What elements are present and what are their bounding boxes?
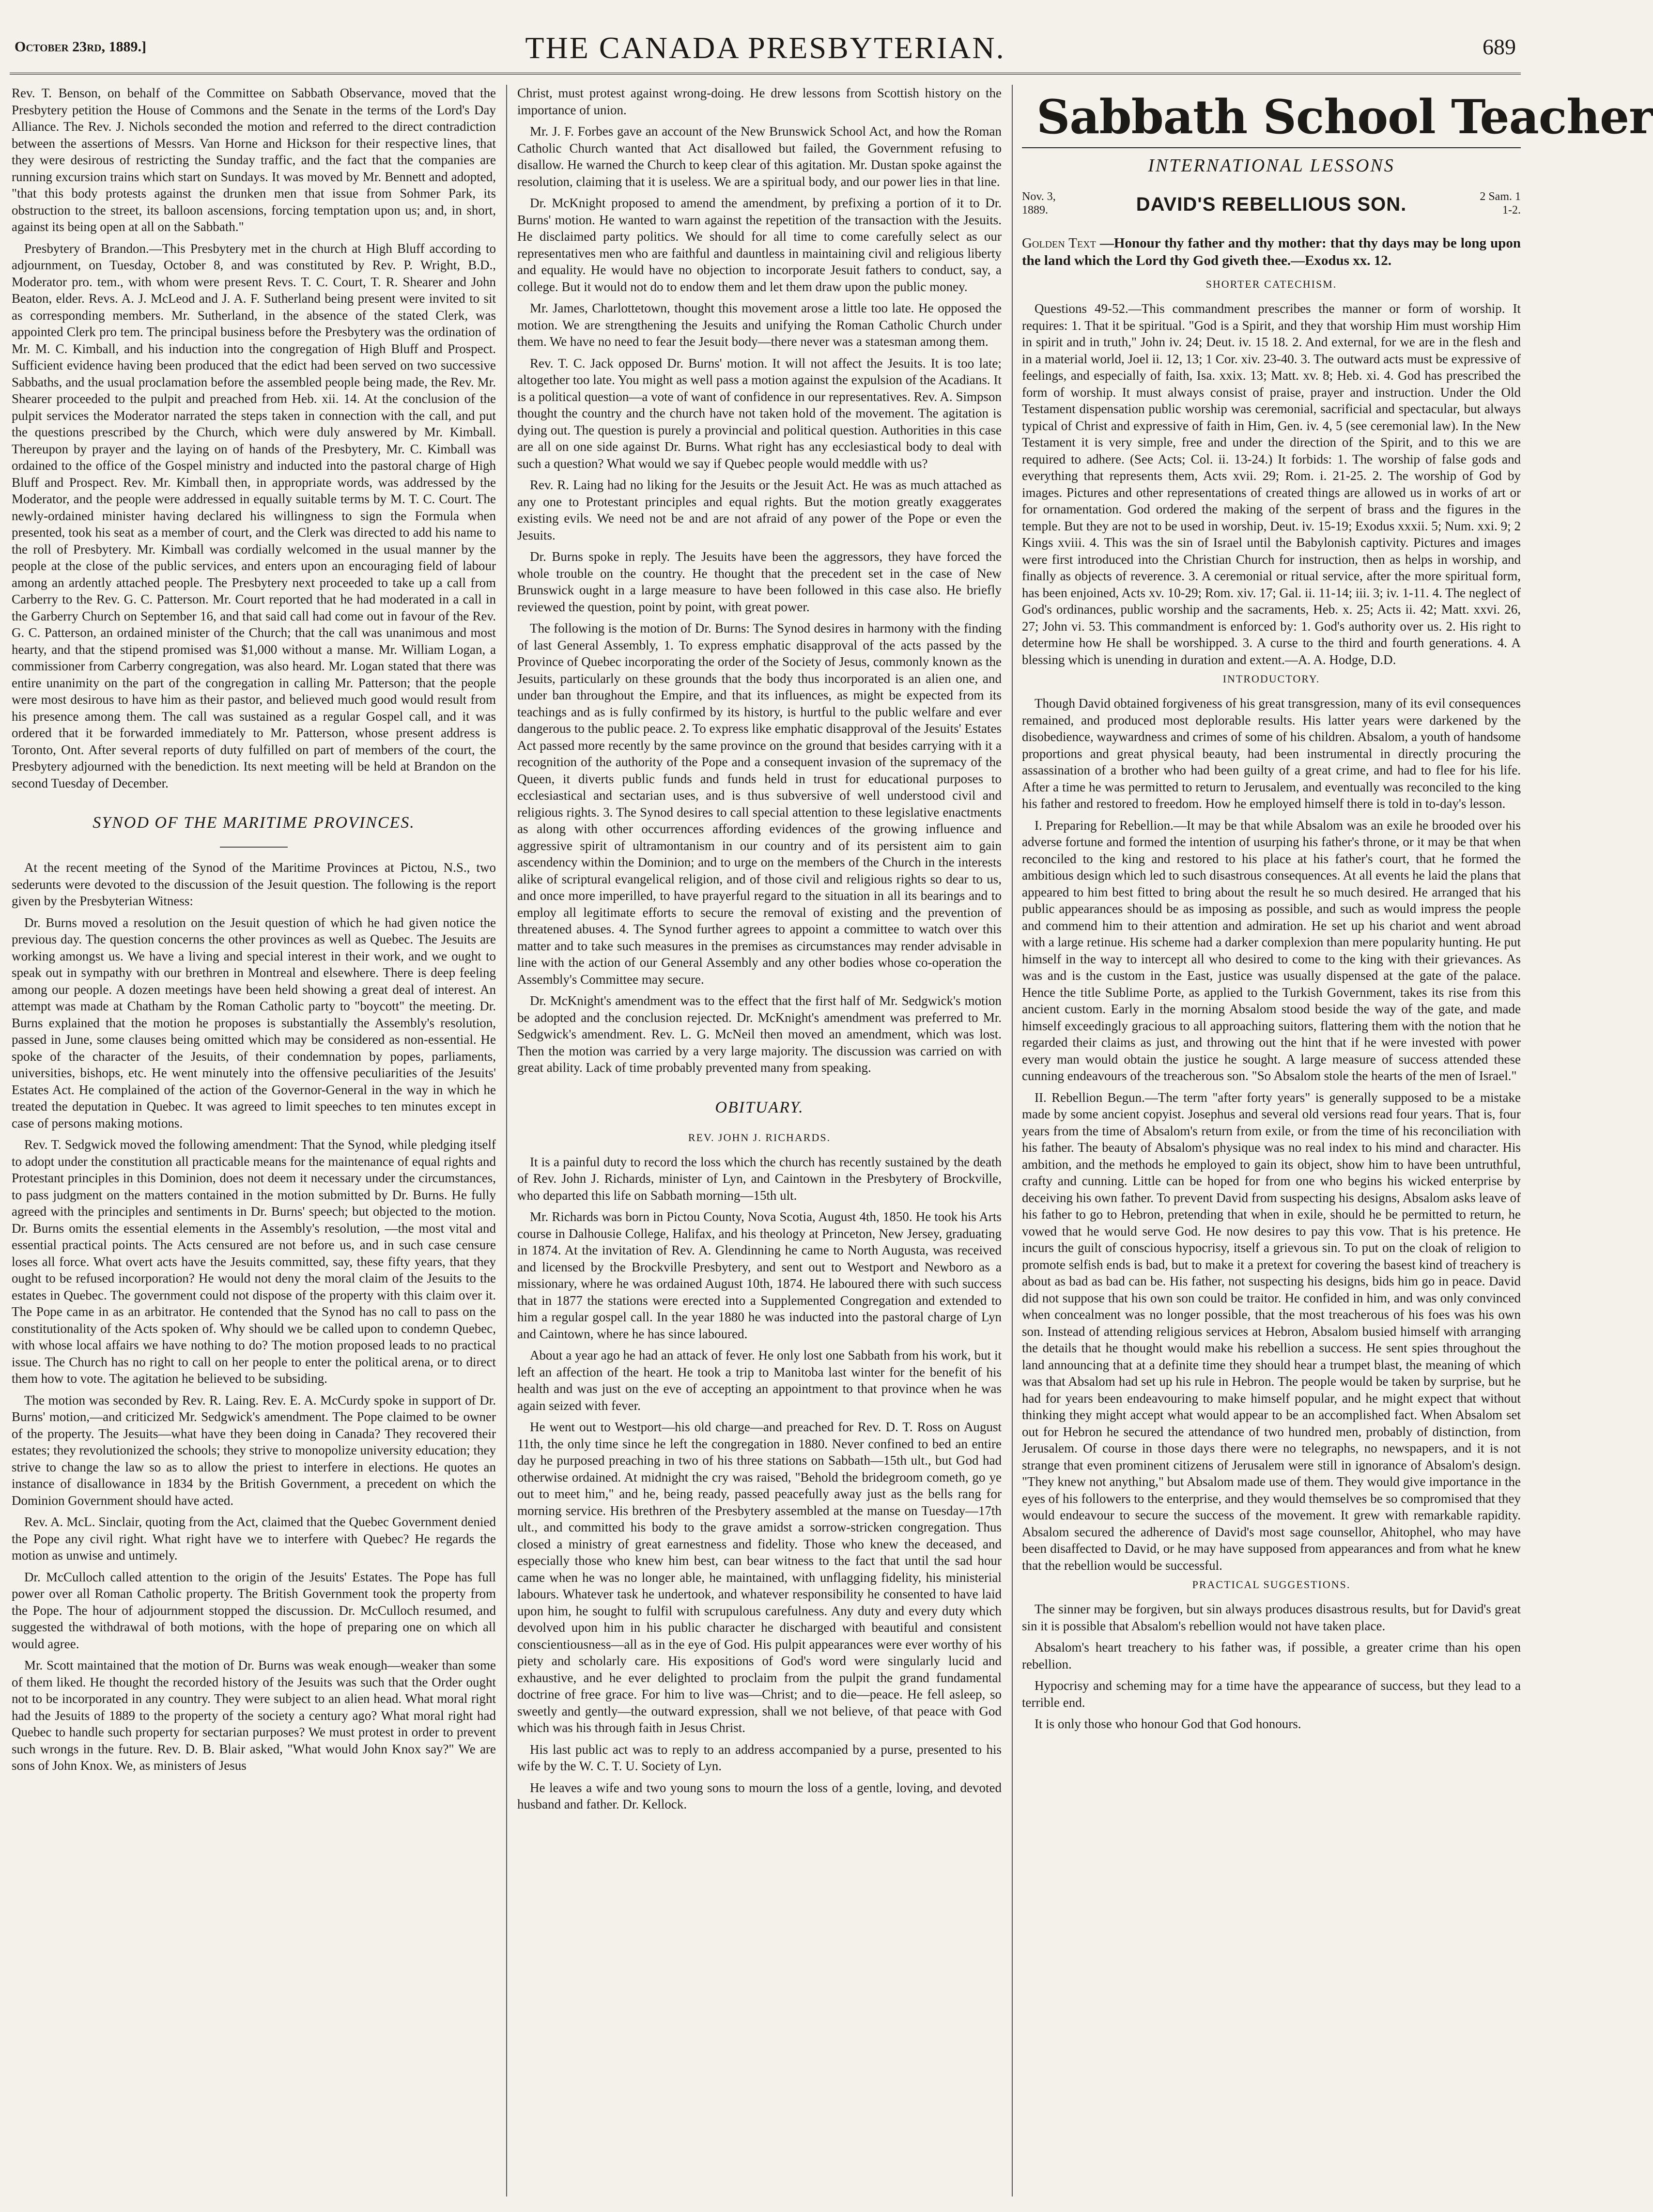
article-paragraph: Mr. James, Charlottetown, thought this movement arose a little too late. He opposed the motion. We are strengthening the Jesuits and unifying the Roman Catholic Church under them. We have no need to fear the Jesuit body—there never was a statesman among them. [517,301,1002,349]
newspaper-title: THE CANADA PRESBYTERIAN. [525,31,1005,65]
lesson-title: DAVID'S REBELLIOUS SON. [1136,194,1407,215]
golden-text-body: —Honour thy father and thy mother: that thy days may be long upon the land which the Lord thy God giveth thee.—Exodus xx. 12. [1022,235,1521,268]
article-paragraph: I. Preparing for Rebellion.—It may be that while Absalom was an exile he brooded over his adverse fortune and formed the intention of usurping his father's throne, or it may be that when reconciled to the king and restored to his place at his father's court, that he formed the ambitious design which led to such disastrous consequences. At all events he laid the plans that appeared to him best fitted to bring about the result he so much desired. He arranged that his public appearances should be as imposing as possible, and such as would impress the people and commend him to their attention and admiration. He set up his chariot and went abroad with a large retinue. His scheme had a darker complexion than mere popularity hunting. He put himself in the way to intercept all who desired to come to the king with their grievances. As was and is the custom in the East, justice was usually dispensed at the gate of the palace. Hence the title Sublime Porte, as applied to the Turkish Government, takes its rise from this ancient custom. Early in the morning Absalom stood beside the way of the gate, and made himself exceedingly gracious to all approaching suitors, flattering them with the notion that he regarded their claims as just, and throwing out the hint that if he were invested with power every man would obtain the justice he sought. A large measure of success attended these cunning endeavours of the treacherous son. "So Absalom stole the hearts of the men of Israel." [1022,818,1521,1083]
article-paragraph: Dr. Burns spoke in reply. The Jesuits have been the aggressors, they have forced the whole trouble on the country. He thought that the precedent set in the case of New Brunswick ought in a large measure to have been followed in this case also. He briefly reviewed the question, point by point, with great power. [517,549,1002,614]
section-heading: INTRODUCTORY. [1222,673,1320,685]
divider [1022,147,1521,148]
article-paragraph: Mr. Scott maintained that the motion of Dr. Burns was weak enough—weaker than some of them liked. He thought the recorded history of the Jesuits was such that the Order ought not to be incorporated in any country. They were subject to an alien head. What moral right had the Jesuits of 1889 to the property of the society a century ago? What moral right had Quebec to handle such property for sectarian purposes? We must protest in order to prevent such wrongs in the future. Rev. D. B. Blair asked, "What would John Knox say?" We are sons of John Knox. We, as ministers of Jesus [12,1658,496,1773]
article-paragraph: Mr. J. F. Forbes gave an account of the New Brunswick School Act, and how the Roman Catholic Church wanted that Act disallowed but failed, the Government refusing to disallow. He warned the Church to keep clear of this agitation. Mr. Dustan spoke against the resolution, claiming that it is useless. We are a spiritual body, and our power lies in that line. [517,124,1002,189]
article-paragraph: Absalom's heart treachery to his father was, if possible, a greater crime than his open rebellion. [1022,1640,1521,1671]
article-paragraph: Dr. Burns moved a resolution on the Jesuit question of which he had given notice the previous day. The question concerns the other provinces as well as Quebec. The Jesuits are working amongst us. We have a living and special interest in their work, and we ought to speak out in sympathy with our brethren in Montreal and elsewhere. There is deep feeling among our people. A dozen meetings have been held showing a great deal of interest. An attempt was made at Chatham by the Roman Catholic party to "boycott" the meeting. Dr. Burns explained that the motion he proposes is substantially the Assembly's resolution, passed in June, some clauses being omitted which may be considered as non-essential. He spoke of the character of the Jesuits, of their condemnation by popes, parliaments, universities, bishops, etc. He went minutely into the offensive peculiarities of the Jesuits' Estates Act. He complained of the action of the Governor-General in the way in which he treated the deputation in Quebec. It was agreed to limit speeches to ten minutes except in case of persons making motions. [12,915,496,1130]
section-heading: SHORTER CATECHISM. [1205,278,1337,290]
article-paragraph: He leaves a wife and two young sons to mourn the loss of a gentle, loving, and devoted husband and father. Dr. Kellock. [517,1780,1002,1811]
article-paragraph: It is a painful duty to record the loss which the church has recently sustained by the death of Rev. John J. Richards, minister of Lyn, and Caintown in the Presbytery of Brockville, who departed this life on Sabbath morning—15th ult. [517,1154,1002,1203]
article-paragraph: Though David obtained forgiveness of his great transgression, many of its evil consequences remained, and produced most deplorable results. His latter years were darkened by the disobedience, waywardness and crimes of some of his children. Absalom, a youth of handsome proportions and great physical beauty, had been instrumental in directly procuring the assassination of a brother who had been guilty of a great crime, and had to flee for his life. After a time he was permitted to return to Jerusalem, and eventually was reconciled to the king his father and restored to freedom. How he employed himself there is told in to-day's lesson. [1022,696,1521,811]
article-paragraph: The motion was seconded by Rev. R. Laing. Rev. E. A. McCurdy spoke in support of Dr. Burns' motion,—and criticized Mr. Sedgwick's amendment. The Pope claimed to be owner of the property. The Jesuits—what have they been doing in Canada? They recovered their estates; they revolutionized the schools; they strive to monopolize university education; they strive to change the law so as to allow the priest to interfere in elections. He quotes an instance of disallowance in 1834 by the British Government, a precedent on which the Dominion Government should have acted. [12,1392,496,1508]
section-heading: OBITUARY. [715,1098,804,1116]
column-2 [517,85,1002,2201]
golden-text-label: Golden Text [1022,235,1096,251]
article-paragraph: The sinner may be forgiven, but sin always produces disastrous results, but for David's great sin it is possible that Absalom's rebellion would not have taken place. [1022,1602,1521,1633]
article-paragraph: Presbytery of Brandon.—This Presbytery met in the church at High Bluff according to adjournment, on Tuesday, October 8, and was constituted by Rev. P. Wright, B.D., Moderator pro. tem., with whom were present Revs. T. C. Court, T. R. Shearer and John Beaton, elder. Revs. A. J. McLeod and J. A. F. Sutherland being present were invited to sit as corresponding members. Mr. Sutherland, in the absence of the stated Clerk, was appointed Clerk pro tem. The principal business before the Presbytery was the ordination of Mr. M. C. Kimball, and his induction into the congregation of High Bluff and Prospect. Sufficient evidence having been produced that the edict had been served on two successive Sabbaths, and the usual proclamation before the assembled people being made, the Rev. Mr. Shearer proceeded to the pulpit and preached from Heb. xii. 14. At the conclusion of the pulpit services the Moderator narrated the steps taken in connection with the call, and put the questions prescribed by the Church, which were duly answered by Mr. Kimball. Thereupon by prayer and the laying on of hands of the Presbytery, Mr. C. Kimball was ordained to the office of the Gospel ministry and inducted into the pastoral charge of High Bluff and Prospect. Rev. Mr. Kimball then, in appropriate words, was addressed by the Moderator, and the people were addressed in equally suitable terms by M. T. C. Court. The newly-ordained minister having declared his willingness to sign the Formula when presented, took his seat as a member of court, and the Clerk was directed to add his name to the roll of Presbytery. Mr. Kimball was cordially welcomed in the usual manner by the people at the close of the public services, and enters upon an encouraging field of labour among an ardently attached people. The Presbytery next proceeded to take up a call from Carberry to the Rev. G. C. Patterson. Mr. Court reported that he had moderated in a call in the Garberry Church on September 16, and that said call had come out in favour of the Rev. G. C. Patterson, an ordained minister of the Church; that the call was unanimous and most hearty, and that the stipend promised was $1,000 without a manse. Mr. William Logan, a commissioner from Carberry congregation, was also heard. Mr. Logan stated that there was entire unanimity on the part of the congregation in calling Mr. Patterson; that the people were most desirous to have him as their pastor, and believed much good would result from his presence among them. The call was sustained as a regular Gospel call, and it was ordered that it be forwarded immediately to Mr. Patterson, whose present address is Toronto, Ont. After several reports of duty fulfilled on part of members of the court, the Presbytery adjourned with the benediction. Its next meeting will be held at Brandon on the second Tuesday of December. [12,241,496,790]
article-paragraph: Dr. McCulloch called attention to the origin of the Jesuits' Estates. The Pope has full power over all Roman Catholic property. The British Government took the property from the Pope. The hour of adjournment stopped the discussion. Dr. McCulloch resumed, and suggested the withdrawal of both motions, with the hope of preparing one on which all would agree. [12,1569,496,1651]
column-3 [1022,85,1653,2201]
section-heading: SYNOD OF THE MARITIME PROVINCES. [93,814,415,832]
article-paragraph: Dr. McKnight proposed to amend the amendment, by prefixing a portion of it to Dr. Burns' motion. He wanted to warn against the repetition of the transaction with the Jesuits. He disclaimed party politics. We should for all time to come carefully select as our representatives men who are faithful and dauntless in maintaining civil and religious liberty and equality. He would have no objection to incorporate Jesuit fathers to conduct, say, a college. But it would not do to endow them and let them draw upon the public money. [517,196,1002,294]
article-paragraph: His last public act was to reply to an address accompanied by a purse, presented to his wife by the W. C. T. U. Society of Lyn. [517,1742,1002,1773]
department-heading: Sabbath School Teacher [1036,90,1653,144]
section-heading: PRACTICAL SUGGESTIONS. [1192,1578,1351,1591]
lesson-header [1022,188,1521,232]
page-number: 689 [1483,34,1516,59]
divider [220,847,288,848]
article-paragraph: Hypocrisy and scheming may for a time have the appearance of success, but they lead to a terrible end. [1022,1678,1521,1710]
obituary-subject: REV. JOHN J. RICHARDS. [688,1131,831,1144]
lesson-date: Nov. 3, 1889. [1022,190,1056,217]
article-paragraph: About a year ago he had an attack of fever. He only lost one Sabbath from his work, but it left an affection of the heart. He took a trip to Manitoba last winter for the benefit of his health and was just on the eve of accepting an appointment to that province when he was again seized with fever. [517,1348,1002,1413]
column-rule [506,85,507,2197]
article-paragraph: Rev. T. Sedgwick moved the following amendment: That the Synod, while pledging itself to adopt under the constitution all practicable means for the maintenance of equal rights and Protestant principles in this Dominion, does not deem it necessary under the circumstances, to pass judgment on the matters contained in the motion submitted by Dr. Burns. He fully agreed with the principles and sentiments in Dr. Burns' speech; but objected to the motion. Dr. Burns omits the essential elements in the Assembly's resolution, —the most vital and essential practical points. The Acts censured are not before us, and in such case censure loses all force. What overt acts have the Jesuits committed, say, these fifty years, that they ought to be refused incorporation? He would not deny the moral claim of the Jesuits to the estates in Quebec. The government could not dispose of the property with this claim over it. The Pope came in as an arbitrator. He contended that the Synod has no call to pass on the constitutionality of the Acts spoken of. Why should we be called upon to condemn Quebec, with whose local affairs we have nothing to do? The motion proposed leads to no practical issue. The Church has no right to call on her people to enter the political arena, or to direct them how to vote. The agitation he believed to be subsiding. [12,1137,496,1386]
column-1 [12,85,496,2201]
article-paragraph: Dr. McKnight's amendment was to the effect that the first half of Mr. Sedgwick's motion be adopted and the conclusion rejected. Dr. McKnight's amendment was preferred to Mr. Sedgwick's amendment. Rev. L. G. McNeil then moved an amendment, which was lost. Then the motion was carried by a very large majority. The discussion was carried on with great ability. Lack of time probably prevented many from speaking. [517,993,1002,1075]
lessons-heading: INTERNATIONAL LESSONS [1148,155,1395,176]
column-rule [1012,85,1013,2197]
article-paragraph: Rev. T. C. Jack opposed Dr. Burns' motion. It will not affect the Jesuits. It is too late; altogether too late. You might as well pass a motion against the expulsion of the Acadians. It is a political question—a vote of want of confidence in our representatives. Rev. A. Simpson thought the country and the church have not taken hold of the movement. The agitation is dying out. The question is purely a provincial and political question. Authorities in this case are all on one side against Dr. Burns. What right has any ecclesiastical body to deal with such a question? What would we say if Quebec people would meddle with us? [517,356,1002,471]
article-paragraph: Christ, must protest against wrong-doing. He drew lessons from Scottish history on the importance of union. [517,86,1002,117]
article-paragraph: It is only those who honour God that God honours. [1035,1717,1301,1731]
article-paragraph: He went out to Westport—his old charge—and preached for Rev. D. T. Ross on August 11th, the only time since he left the congregation in 1880. Never confined to bed an entire day he purposed preaching in two of his three stations on Sabbath—15th ult., but God had otherwise ordained. At midnight the cry was raised, "Behold the bridegroom cometh, go ye out to meet him," and he, being ready, passed peacefully away just as the bells rang for morning service. His brethren of the Presbytery assembled at the manse on Tuesday—17th ult., and committed his body to the grave amidst a sorrow-stricken congregation. Thus closed a ministry of great earnestness and fidelity. Those who knew the deceased, and especially those who knew him best, can bear witness to the fact that until the sad hour came when he was no longer able, he maintained, with unflagging fidelity, his ministerial labours. Whatever task he undertook, and whatever responsibility he consented to have laid upon him, he sought to fulfil with scrupulous carefulness. Any duty and every duty which devolved upon him in his public character he discharged with beautiful and consistent conscientiousness—all as in the eye of God. His pulpit appearances were ever worthy of his piety and scholarly care. His expositions of God's word were singularly lucid and exhaustive, and he ever delighted to proclaim from the pulpit the grand fundamental doctrine of free grace. For him to live was—Christ; and to die—peace. He fell asleep, so sweetly and gently—the outward expression, shall we not believe, of that peace with God which was his through faith in Jesus Christ. [517,1420,1002,1735]
issue-date: October 23rd, 1889.] [15,39,146,55]
masthead [10,19,1521,75]
article-paragraph: Rev. T. Benson, on behalf of the Committee on Sabbath Observance, moved that the Presbytery petition the House of Commons and the Senate in the terms of the Lord's Day Alliance. The Rev. J. Nichols seconded the motion and referred to the direct contradiction between the assertions of Messrs. Van Horne and Hickson for their respective lines, that they were desirous of restricting the Sunday traffic, and the fact that the companies are running excursion trains which start on Sundays. It was moved by Mr. Bennett and adopted, "that this body protests against the drunken men that issue from Sohmer Park, its obstruction to the street, its balloon ascensions, forcing temptation upon us; and, in short, against its being open at all on the Sabbath." [12,86,496,234]
article-paragraph: At the recent meeting of the Synod of the Maritime Provinces at Pictou, N.S., two sederunts were devoted to the discussion of the Jesuit question. The following is the report given by the Presbyterian Witness: [12,860,496,908]
article-paragraph: II. Rebellion Begun.—The term "after forty years" is generally supposed to be a mistake made by some ancient copyist. Josephus and several old versions read four years. That is, four years from the time of Absalom's return from exile, or from the time of his reconciliation with his father. The beauty of Absalom's physique was no real index to his mind and character. His ambition, and the methods he employed to gain its object, show him to have been untruthful, crafty and cunning. Little can be hoped for from one who begins his wicked enterprise by deceiving his own father. To prevent David from suspecting his designs, Absalom asks leave of his father to go to Hebron, pretending that when in exile, should he be permitted to return, he vowed that he would serve God. He now desires to pay this vow. That is his pretence. He incurs the guilt of conscious hypocrisy, itself a grievous sin. To put on the cloak of religion to promote selfish ends is bad, but to make it a pretext for covering the basest kind of treachery is about as bad as bad can be. His father, not suspecting his designs, bids him go in peace. David did not suppose that his own son could be traitor. He confided in him, and was only convinced when concealment was no longer possible, that the most treacherous of his foes was his own son. Instead of attending religious services at Hebron, Absalom busied himself with arranging the details that he thought would make his rebellion a success. He sent spies throughout the land announcing that at a definite time they should hear a trumpet blast, the meaning of which was that Absalom had set up his rule in Hebron. The people would be taken by surprise, but he had for years been endeavouring to make himself popular, and he might expect that without thinking they might accept what would appear to be an accomplished fact. When Absalom set out for Hebron he secured the attendance of two hundred men, probably of distinction, from Jerusalem. Of course in those days there were no telegraphs, no newspapers, and it is not strange that even prominent citizens of Jerusalem were still in ignorance of Absalom's design. "They knew not anything," but Absalom made use of them. They would give importance in the eyes of his followers to the enterprise, and they would themselves be so compromised that they would endeavour to secure the success of the movement. It grew with remarkable rapidity. Absalom secured the adherence of David's most sage counsellor, Ahitophel, who may have been disaffected to David, or he may have supposed from appearances and from what he knew that the rebellion would be successful. [1022,1090,1521,1573]
golden-text [1022,234,1521,269]
article-paragraph: Questions 49-52.—This commandment prescribes the manner or form of worship. It requires: 1. That it be spiritual. "God is a Spirit, and they that worship Him must worship Him in spirit and in truth," John iv. 24; Deut. iv. 15 18. 2. And external, for we are in the flesh and in a material world, Joel ii. 12, 13; 1 Cor. xiv. 23-40. 3. The outward acts must be expressive of feelings, and especially of faith, Isa. xxix. 13; Matt. xv. 8; Heb. xi. 4. God has prescribed the form of worship. It must always consist of praise, prayer and instruction. Under the Old Testament dispensation public worship was ceremonial, sacrificial and spectacular, but always typical of Christ and expressive of faith in Him, Gen. iv. 4, 5 (see ceremonial law). In the New Testament it is very simple, free and under the direction of the Spirit, and to this we are required to adhere. (See Acts; Col. ii. 13-24.) It forbids: 1. The worship of false gods and everything that represents them, Acts xvii. 29; Rom. i. 21-25. 2. The worship of God by images. Pictures and other representations of created things are allowed us in works of art or for ornamentation. God ordered the making of the serpent of brass and the figures in the temple. But they are not to be used in worship, Deut. iv. 15-19; Exodus xxxii. 5; Num. xxi. 9; 2 Kings xviii. 4. This was the sin of Israel until the Babylonish captivity. Pictures and images were first introduced into the Christian Church for instruction, then as helps in worship, and finally as objects of reverence. 3. A ceremonial or ritual service, after the more spiritual form, has been enjoined, Acts xv. 10-29; Rom. xiv. 17; Gal. ii. 11-14; iii. 3; iv. 1-11. 4. The neglect of God's ordinances, public worship and the sacraments, Heb. x. 25; Acts ii. 42; Matt. xxvi. 26, 27; John vi. 53. This commandment is enforced by: 1. God's authority over us. 2. His right to determine how He shall be worshipped. 3. A curse to the third and fourth generations. 4. A blessing which is unending in duration and extent.—A. A. Hodge, D.D. [1022,301,1521,667]
article-paragraph: Mr. Richards was born in Pictou County, Nova Scotia, August 4th, 1850. He took his Arts course in Dalhousie College, Halifax, and his theology at Princeton, New Jersey, graduating in 1874. At the invitation of Rev. A. Glendinning he came to North Augusta, was received and licensed by the Brockville Presbytery, and sent out to Westport and Newboro as a missionary, where he was ordained August 10th, 1874. He laboured there with such success that in 1877 the stations were erected into a Supplemented Congregation and extended to him a regular gospel call. In the year 1880 he was inducted into the pastoral charge of Lyn and Caintown, where he has since laboured. [517,1209,1002,1341]
article-paragraph: Rev. R. Laing had no liking for the Jesuits or the Jesuit Act. He was as much attached as any one to Protestant principles and equal rights. But the motion greatly exaggerates existing evils. We need not be and are not afraid of any power of the Pope or even the Jesuits. [517,478,1002,542]
article-paragraph: The following is the motion of Dr. Burns: The Synod desires in harmony with the finding of last General Assembly, 1. To express emphatic disapproval of the acts passed by the Province of Quebec incorporating the order of the Society of Jesus, commonly known as the Jesuits, particularly on these grounds that the body thus incorporated is an alien one, and under ban throughout the Empire, and that its influences, as might be expected from its teachings and as is fully confirmed by its history, is hurtful to the public welfare and ever dangerous to the public peace. 2. To express like emphatic disapproval of the Jesuits' Estates Act passed more recently by the same province on the ground that besides carrying with it a recognition of the authority of the Pope and a consequent invasion of the supremacy of the Queen, it diverts public funds and funds held in trust for educational purposes to ecclesiastical and sectarian uses, and is thus subversive of well understood civil and religious rights. 3. The Synod desires to call special attention to these legislative enactments as along with other occurrences affording evidences of the growing influence and aggressive spirit of ultramontanism in our country and of its persistent aim to gain ascendency within the Dominion; and to urge on the members of the Church in the interests alike of scriptural evangelical religion, and of those civil and religious rights so dear to us, and once more imperilled, to have prayerful regard to the situation in all its bearings and to employ all legitimate efforts to secure the removal of existing and the prevention of threatened abuses. 4. The Synod further agrees to appoint a committee to watch over this matter and to take such measures in the premises as circumstances may render advisable in line with the action of our General Assembly and any other bodies whose co-operation the Assembly's Committee may secure. [517,621,1002,987]
lesson-reference: 2 Sam. 1 1-2. [1480,190,1521,217]
article-paragraph: Rev. A. McL. Sinclair, quoting from the Act, claimed that the Quebec Government denied the Pope any civil right. What right have we to interfere with Quebec? He regards the motion as unwise and untimely. [12,1515,496,1562]
